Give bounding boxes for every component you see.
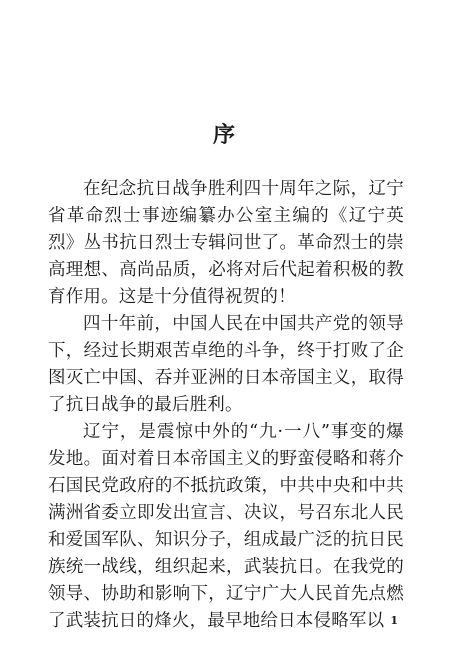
paragraph-3: 辽宁，是震惊中外的“九·一八”事变的爆发地。面对着日本帝国主义的野蛮侵略和蒋介石国民党政府的不抵抗政策，中共中央和中共满洲省委立即发出宣言、决议，号召东北人民和爱国军队、知识分子，组成最广泛的抗日民族统一战线，组织起来，武装抗日。在我党的领导、协助和影响下，辽宁广大人民首先点燃了武装抗日的烽火，最早地给日本侵略军以 xyxy=(48,422,404,631)
page-number: 1 xyxy=(390,614,398,627)
paragraph-1: 在纪念抗日战争胜利四十周年之际，辽宁省革命烈士事迹编纂办公室主编的《辽宁英烈》丛书抗日烈士专辑问世了。革命烈士的崇高理想、高尚品质，必将对后代起着积极的教育作用。这是十分值得祝贺的！ xyxy=(48,179,404,307)
body-text xyxy=(48,176,404,635)
paragraph-2: 四十年前，中国人民在中国共产党的领导下，经过长期艰苦卓绝的斗争，终于打败了企图灭亡中国、吞并亚洲的日本帝国主义，取得了抗日战争的最后胜利。 xyxy=(48,314,404,415)
page-title: 序 xyxy=(212,122,237,148)
